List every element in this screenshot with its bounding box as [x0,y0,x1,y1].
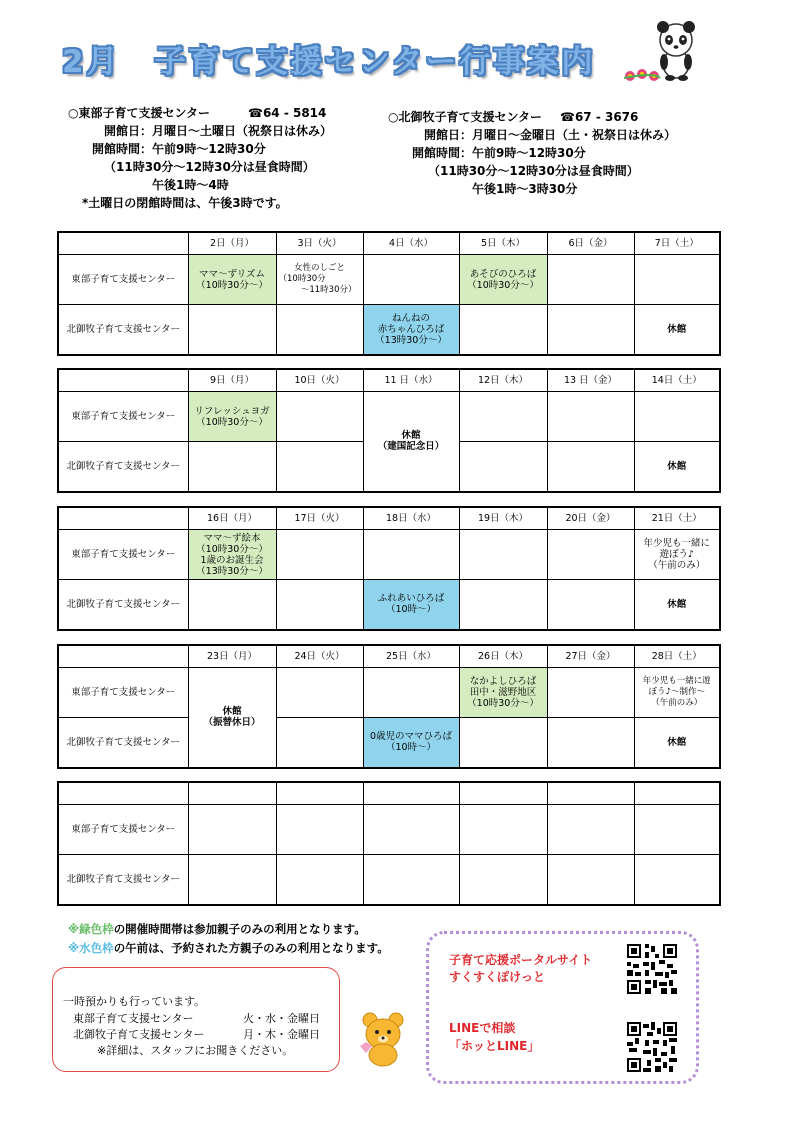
blue-note-label: ※水色枠 [68,941,114,955]
empty-cell [276,782,363,805]
empty-cell [459,442,547,492]
empty-cell [459,530,547,580]
week-2-table [57,368,721,493]
page-title: 2月 子育て支援センター行事案内 [62,44,596,80]
portal-site-name: すくすくぽけっと [449,970,546,984]
empty-cell [634,392,720,442]
empty-cell [363,855,459,905]
week-3-table [57,506,721,631]
north-open-days: 開館日：月曜日～金曜日（土・祝祭日は休み） [424,128,677,142]
day-header: 13 日（金） [547,369,634,392]
empty-cell [276,805,363,855]
east-center-info [68,104,332,212]
event-cell: リフレッシュヨガ （10時30分～） [188,392,276,442]
day-header: 18日（水） [363,507,459,530]
empty-cell [276,392,363,442]
empty-cell [276,305,363,355]
qr-code-icon[interactable] [627,1022,677,1072]
empty-cell [459,718,547,768]
row-label-north: 北御牧子育て支援センター [58,305,188,355]
north-center-tel: ☎67 - 3676 [560,110,639,124]
empty-cell [459,805,547,855]
event-cell: なかよしひろば 田中・滋野地区 （10時30分～） [459,668,547,718]
empty-cell [547,718,634,768]
day-header: 6日（金） [547,232,634,255]
east-open-days: 開館日：月曜日～土曜日（祝祭日は休み） [104,124,333,138]
day-header: 5日（木） [459,232,547,255]
day-header: 3日（火） [276,232,363,255]
east-lunch-time: （11時30分～12時30分は昼食時間） [104,160,315,174]
header-blank [58,645,188,668]
empty-cell [363,530,459,580]
day-header: 23日（月） [188,645,276,668]
bear-mascot-icon [356,1010,414,1068]
portal-site-label: 子育て応援ポータルサイト [449,953,593,967]
closed-cell: 休館 [634,718,720,768]
empty-cell [363,668,459,718]
north-center-name: ○北御牧子育て支援センター [388,110,542,124]
event-cell: ママ～ずリズム （10時30分～） [188,255,276,305]
empty-cell [547,668,634,718]
row-label-east: 東部子育て支援センター [58,805,188,855]
north-center-info [388,108,676,198]
east-saturday-note: *土曜日の閉館時間は、午後3時です。 [82,196,288,210]
blue-note-text: の午前は、予約された方親子のみの利用となります。 [113,941,389,955]
day-header: 25日（水） [363,645,459,668]
bubble-north-days: 月・木・金曜日 [243,1028,320,1041]
empty-cell [547,305,634,355]
east-center-name: ○東部子育て支援センター [68,106,210,120]
day-header: 7日（土） [634,232,720,255]
bubble-east-name: 東部子育て支援センター [73,1012,194,1025]
empty-cell [188,855,276,905]
east-afternoon-hours: 午後1時～4時 [152,178,229,192]
header-blank [58,782,188,805]
empty-cell [188,305,276,355]
day-header: 21日（土） [634,507,720,530]
empty-cell [459,855,547,905]
day-header: 20日（金） [547,507,634,530]
empty-cell [634,782,720,805]
event-cell: ねんねの 赤ちゃんひろば （13時30分～） [363,305,459,355]
empty-cell [547,255,634,305]
east-center-tel: ☎64 - 5814 [248,106,327,120]
empty-cell [459,580,547,630]
empty-cell [276,580,363,630]
row-label-east: 東部子育て支援センター [58,255,188,305]
closed-cell: 休館 [634,442,720,492]
empty-cell [634,855,720,905]
bubble-intro: 一時預かりも行っています。 [63,995,206,1008]
closed-cell: 休館 （建国記念日） [363,392,459,492]
empty-cell [276,668,363,718]
header-blank [58,369,188,392]
day-header: 17日（火） [276,507,363,530]
closed-cell: 休館 [634,580,720,630]
event-cell: 女性のしごと （10時30分 ～11時30分） [276,255,363,305]
empty-cell [547,580,634,630]
event-cell: 年少児も一緒に遊 ぼう♪～制作～ （午前のみ） [634,668,720,718]
header-blank [58,232,188,255]
north-afternoon-hours: 午後1時～3時30分 [472,182,578,196]
green-note-text: の開催時間帯は参加親子のみの利用となります。 [113,922,366,936]
day-header: 4日（水） [363,232,459,255]
day-header: 16日（月） [188,507,276,530]
line-consult-name: 「ホッとLINE」 [449,1039,540,1053]
empty-cell [547,855,634,905]
week-4-table [57,644,721,769]
empty-cell [634,805,720,855]
row-label-north: 北御牧子育て支援センター [58,442,188,492]
week-5-table [57,781,721,906]
row-label-east: 東部子育て支援センター [58,530,188,580]
event-cell: 年少児も一緒に 遊ぼう♪ （午前のみ） [634,530,720,580]
empty-cell [547,442,634,492]
event-cell: あそびのひろば （10時30分～） [459,255,547,305]
row-label-north: 北御牧子育て支援センター [58,718,188,768]
row-label-north: 北御牧子育て支援センター [58,580,188,630]
event-cell: ふれあいひろば （10時～） [363,580,459,630]
empty-cell [363,782,459,805]
empty-cell [547,805,634,855]
north-lunch-time: （11時30分～12時30分は昼食時間） [428,164,639,178]
line-consult-label: LINEで相談 [449,1021,516,1035]
empty-cell [276,718,363,768]
green-note-label: ※緑色枠 [68,922,114,936]
empty-cell [547,392,634,442]
empty-cell [276,442,363,492]
qr-code-icon[interactable] [627,944,677,994]
row-label-east: 東部子育て支援センター [58,392,188,442]
bubble-north-name: 北御牧子育て支援センター [73,1028,205,1041]
empty-cell [188,580,276,630]
day-header: 14日（土） [634,369,720,392]
empty-cell [188,805,276,855]
empty-cell [459,782,547,805]
closed-cell: 休館 [634,305,720,355]
day-header: 10日（火） [276,369,363,392]
panda-mascot-icon [616,18,698,82]
empty-cell [459,305,547,355]
day-header: 24日（火） [276,645,363,668]
empty-cell [276,855,363,905]
empty-cell [363,805,459,855]
day-header: 26日（木） [459,645,547,668]
empty-cell [363,255,459,305]
empty-cell [188,442,276,492]
closed-cell: 休館 （振替休日） [188,668,276,768]
day-header: 27日（金） [547,645,634,668]
bubble-detail: ※詳細は、スタッフにお聞きください。 [97,1044,294,1057]
row-label-north: 北御牧子育て支援センター [58,855,188,905]
day-header: 12日（木） [459,369,547,392]
day-header: 2日（月） [188,232,276,255]
week-1-table [57,231,721,356]
east-open-hours: 開館時間：午前9時～12時30分 [92,142,266,156]
legend-notes [68,920,389,958]
bubble-east-days: 火・水・金曜日 [243,1012,320,1025]
day-header: 19日（木） [459,507,547,530]
empty-cell [634,255,720,305]
header-blank [58,507,188,530]
day-header: 11 日（水） [363,369,459,392]
event-cell: 0歳児のママひろば （10時～） [363,718,459,768]
empty-cell [276,530,363,580]
day-header: 28日（土） [634,645,720,668]
empty-cell [459,392,547,442]
row-label-east: 東部子育て支援センター [58,668,188,718]
childcare-info-bubble [52,967,340,1072]
day-header: 9日（月） [188,369,276,392]
north-open-hours: 開館時間：午前9時～12時30分 [412,146,586,160]
portal-info-box [426,931,699,1084]
empty-cell [547,530,634,580]
event-cell: ママ～ず絵本 （10時30分～） 1歳のお誕生会 （13時30分～） [188,530,276,580]
empty-cell [547,782,634,805]
empty-cell [188,782,276,805]
